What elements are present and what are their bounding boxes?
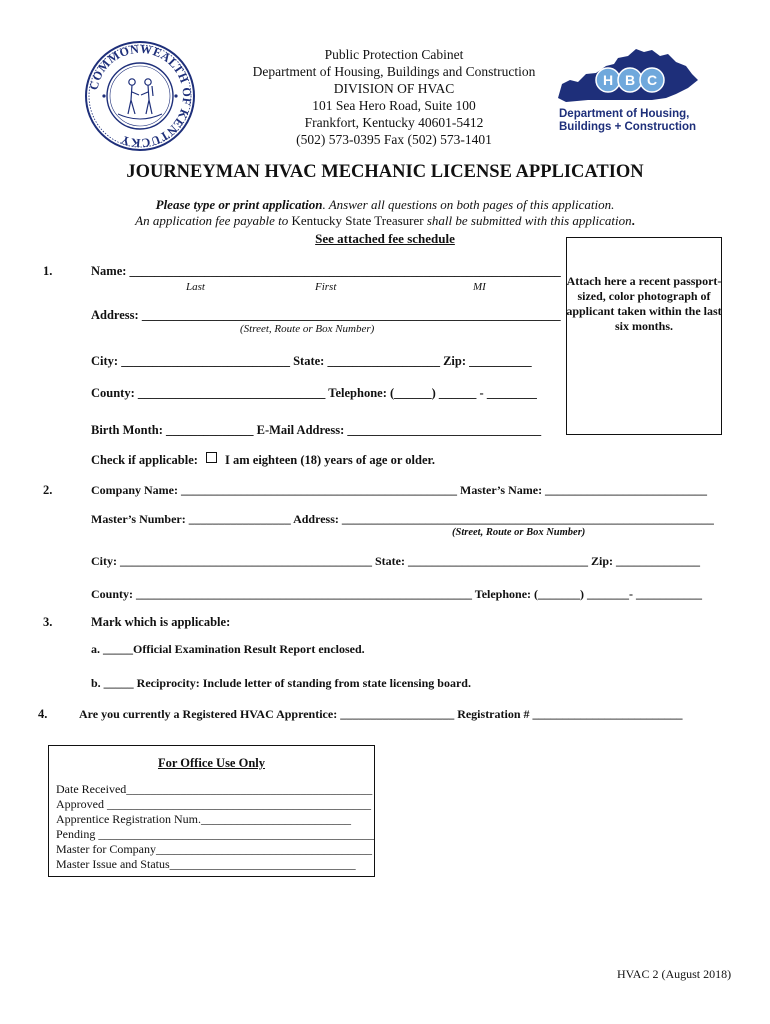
- office-line: Apprentice Registration Num._________________________: [56, 812, 351, 826]
- header-line: Public Protection Cabinet: [324, 47, 464, 62]
- section-number: 4.: [38, 707, 48, 721]
- section-number: 2.: [43, 483, 53, 497]
- section-number: 3.: [43, 615, 53, 629]
- instruction-line-2: [0, 213, 770, 229]
- option-exam-result[interactable]: a. _____Official Examination Result Report enclosed.: [91, 642, 365, 656]
- office-line: Master Issue and Status_______________________________: [56, 857, 356, 871]
- county-telephone-field[interactable]: County: ________________________________________________________ Telephone: (_______) _______- ___________: [91, 587, 703, 601]
- section-number: 1.: [43, 264, 53, 278]
- photo-attachment-box[interactable]: [566, 237, 722, 435]
- header-line: Frankfort, Kentucky 40601-5412: [304, 115, 484, 130]
- photo-instructions: Attach here a recent passport-sized, color photograph of applicant taken within the last six months.: [566, 274, 722, 333]
- instruction-line-1: [0, 197, 770, 213]
- city-state-zip-field[interactable]: City: __________________________________________ State: ______________________________ Zip: ______________: [91, 554, 700, 568]
- agency-header: [240, 46, 548, 148]
- address-field[interactable]: Address: ___________________________________________________________________: [91, 308, 561, 322]
- age-statement: I am eighteen (18) years of age or older.: [225, 453, 436, 467]
- logo-caption-line: Department of Housing,: [559, 108, 690, 120]
- header-line: Department of Housing, Buildings and Construction: [252, 64, 536, 79]
- instruction-emphasis: Please type or print application: [155, 197, 323, 212]
- fee-schedule-link[interactable]: See attached fee schedule: [315, 231, 455, 246]
- section3-heading: Mark which is applicable:: [91, 615, 231, 629]
- master-number-address-field[interactable]: Master’s Number: _________________ Address: ______________________________________________________________: [91, 512, 714, 526]
- instruction-period: .: [631, 213, 635, 228]
- city-state-zip-field[interactable]: City: ___________________________ State: __________________ Zip: __________: [91, 354, 532, 368]
- form-version-footer: HVAC 2 (August 2018): [617, 967, 732, 981]
- kentucky-seal: [84, 40, 196, 152]
- logo-letter-b: B: [624, 72, 636, 88]
- office-use-title: For Office Use Only: [157, 756, 266, 770]
- instruction-payee: Kentucky State Treasurer: [291, 213, 424, 228]
- logo-caption-line: Buildings + Construction: [559, 121, 697, 133]
- logo-letter-h: H: [602, 72, 614, 88]
- office-line: Pending ______________________________________________: [56, 827, 375, 841]
- instruction-text: . Answer all questions on both pages of this application.: [322, 197, 615, 212]
- office-line: Master for Company____________________________________: [56, 842, 372, 856]
- logo-letter-c: C: [646, 72, 658, 88]
- name-sub-first: First: [315, 281, 337, 293]
- county-telephone-field[interactable]: County: ______________________________ Telephone: (______) ______ - ________: [91, 386, 537, 400]
- instruction-text: An application fee payable to: [135, 213, 292, 228]
- name-sub-last: Last: [186, 281, 205, 293]
- name-sub-mi: MI: [473, 281, 486, 293]
- check-label: Check if applicable:: [91, 453, 198, 467]
- company-master-field[interactable]: Company Name: ______________________________________________ Master’s Name: ___________________________: [91, 483, 708, 497]
- apprentice-registration-field[interactable]: Are you currently a Registered HVAC Apprentice: ___________________ Registration # _________________________: [79, 707, 683, 721]
- address-sub: (Street, Route or Box Number): [452, 527, 586, 538]
- birth-email-field[interactable]: Birth Month: ______________ E-Mail Address: _______________________________: [91, 423, 542, 437]
- form-title: JOURNEYMAN HVAC MECHANIC LICENSE APPLICATION: [126, 162, 644, 182]
- name-field[interactable]: Name: _____________________________________________________________________: [91, 264, 561, 278]
- option-reciprocity[interactable]: b. _____ Reciprocity: Include letter of standing from state licensing board.: [91, 676, 471, 690]
- logo-caption: [559, 108, 696, 134]
- address-sub: (Street, Route or Box Number): [240, 323, 375, 335]
- age-checkbox[interactable]: [206, 452, 217, 463]
- office-line: Date Received_________________________________________: [56, 782, 373, 796]
- header-line: 101 Sea Hero Road, Suite 100: [312, 98, 476, 113]
- seal-outer-text: COMMONWEALTH OF KENTUCKY: [86, 41, 195, 151]
- header-line: (502) 573-0395 Fax (502) 573-1401: [296, 132, 492, 147]
- header-line: DIVISION OF HVAC: [333, 81, 455, 96]
- instruction-text: shall be submitted with this application: [423, 213, 632, 228]
- office-line: Approved ____________________________________________: [56, 797, 371, 811]
